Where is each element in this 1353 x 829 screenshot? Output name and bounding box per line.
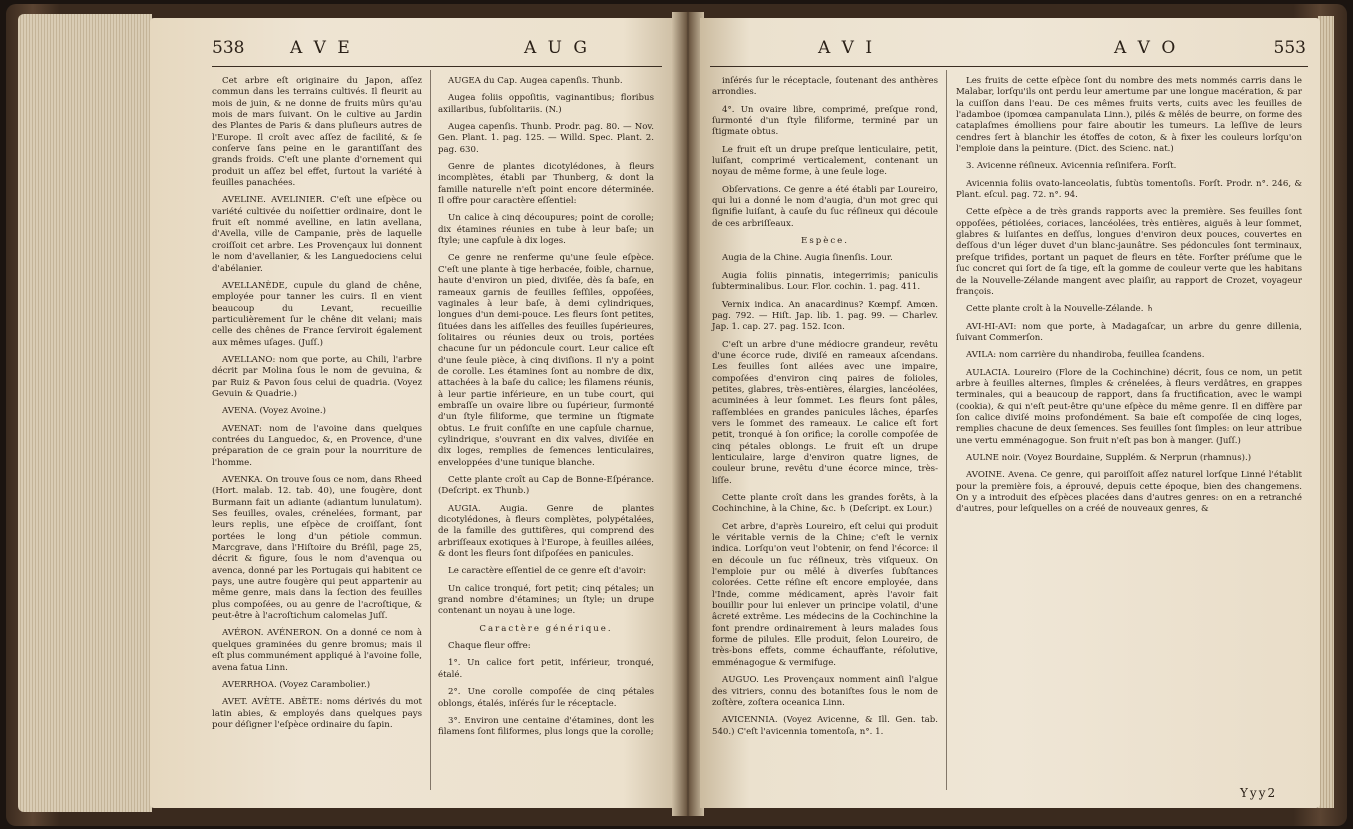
right-page-number: 553 xyxy=(1273,38,1306,58)
paragraph: Un calice à cinq découpures; point de corolle; dix étamines réunies en tube à leur baſe; un ſtyle; une capſule à dix loges. xyxy=(438,213,654,247)
paragraph: AVENKA. On trouve ſous ce nom, dans Rheed (Hort. malab. 12. tab. 40), une fougère, dont Burmann fait un adiante (adiantum lunulatum). Ses feuilles, ovales, crénelées, formant, par leurs replis, une eſpèce de croiſſant, ſont portées le long d'un pétiole commun. Marcgrave, dans l'Hiſtoire du Bréſil, page 25, décrit & figure, ſous le nom d'avenqua ou avenca, donné par les Portugais qui habitent ce pays, une autre fougère qui peut appartenir au même genre, mais dans la ſection des feuilles plus compoſées, ou au genre de l'acroſtique, & peut-être à l'acroſtichum calomelas Juſſ. xyxy=(212,475,422,622)
left-head-letters-2: A U G xyxy=(524,38,590,58)
right-column-2 xyxy=(956,76,1302,522)
paragraph: Cet arbre eſt originaire du Japon, aſſez commun dans les terrains cultivés. Il fleurit au mois de juin, & ne donne de fruits mûrs qu'au mois de mars ſuivant. On le cultive au Jardin des Plantes de Paris & dans pluſieurs autres de l'Europe. Il croît avec aſſez de facilité, & ſe conſerve ſans peine en le garantiſſant des grands froids. C'eſt une plante d'ornement qui produit un aſſez bel effet, ſurtout la variété à feuilles panachées. xyxy=(212,76,422,189)
paragraph: AVÉRON. AVÉNERON. On a donné ce nom à quelques graminées du genre bromus; mais il eſt plus communément appliqué à l'avoine folle, avena fatua Linn. xyxy=(212,628,422,673)
paragraph: Un calice tronqué, fort petit; cinq pétales; un grand nombre d'étamines; un ſtyle; un drupe contenant un noyau à une loge. xyxy=(438,583,654,617)
paragraph: Cet arbre, d'après Loureiro, eſt celui qui produit le véritable vernis de la Chine; c'eſt le vernix indica. Lorſqu'on veut l'obtenir, on fend l'écorce: il en découle un ſuc réſineux, très viſqueux. On l'emploie pur ou mêlé à diverſes ſubſtances colorées. Cette réſine eſt encore employée, dans l'Inde, comme médicament, après l'avoir fait bouillir pour lui enlever un principe volatil, d'une âcreté extrême. Les médecins de la Cochinchine la font prendre ordinairement à leurs malades ſous forme de pilules. Elle produit, ſelon Loureiro, de très-bons effets, comme échauffante, réſolutive, emménagogue & vermifuge. xyxy=(712,521,938,668)
paragraph: AUGEA du Cap. Augea capenſis. Thunb. xyxy=(448,76,623,86)
paragraph: AVELLANÈDE, cupule du gland de chêne, employée pour tanner les cuirs. Il en vient beaucoup du Levant, recueillie particulièrement ſur le chêne dit velani; mais celle des chênes de France ſerviroit également aux mêmes uſages. (Juſſ.) xyxy=(212,280,422,348)
paragraph: AVENA. (Voyez Avoine.) xyxy=(222,406,326,417)
paragraph: Cette plante croît à la Nouvelle-Zélande. ♄ xyxy=(966,304,1154,315)
paragraph: Les fruits de cette eſpèce ſont du nombre des mets nommés carris dans le Malabar, lorſqu'ils ont perdu leur amertume par une longue macération, & par la cuiſſon dans l'eau. De ces mêmes fruits verts, cuits avec les feuilles de l'adamboe (ipomœa campanulata Linn.), pilés & mêlés de beurre, on forme des cataplaſmes émolliens pour faire aboutir les tumeurs. La leſſive de leurs cendres ſert à blanchir les étoffes de coton, & à fixer les couleurs lorſqu'on l'emploie dans la peinture. (Dict. des Scienc. nat.) xyxy=(956,76,1302,155)
paragraph: AVELLANO: nom que porte, au Chili, l'arbre décrit par Molina ſous le nom de gevuina, & par Ruiz & Pavon ſous celui de quadria. (Voyez Gevuin & Quadrie.) xyxy=(212,354,422,399)
paragraph: Augea foliis oppoſitis, vaginantibus; floribus axillaribus, ſubſolitariis. (N.) xyxy=(438,93,654,115)
right-column-divider xyxy=(946,70,947,790)
page-edges-right xyxy=(1318,16,1334,808)
paragraph: AUGUO. Les Provençaux nomment ainſi l'algue des vitriers, connu des botaniſtes ſous le nom de zoſtère, zoſtera oceanica Linn. xyxy=(712,675,938,708)
paragraph: Augia foliis pinnatis, integerrimis; paniculis ſubterminalibus. Lour. Flor. cochin. 1. pag. 411. xyxy=(712,270,938,293)
paragraph: Cette plante croît dans les grandes forêts, à la Cochinchine, à la Chine, &c. ♄ (Deſcript. ex Lour.) xyxy=(712,493,938,515)
paragraph: AULACIA. Loureiro (Flore de la Cochinchine) décrit, ſous ce nom, un petit arbre à feuilles alternes, ſimples & crénelées, à fleurs verdâtres, en grappes terminales, qui a beaucoup de rapport, dans ſa fructification, avec le wampi (cookia), & qui n'eſt peut-être qu'une eſpèce du même genre. Il en diffère par ſon calice diviſé moins profondément. Sa baie eſt compoſée de cinq loges, remplies chacune de deux ſemences. Ses feuilles ſont ſimples: on leur attribue une vertu emménagogue. Son fruit n'eſt pas bon à manger. (Juſſ.) xyxy=(956,367,1302,446)
paragraph: AVET. AVÈTE. ABÈTE: noms dérivés du mot latin abies, & employés dans quelques pays pour déſigner l'eſpèce ordinaire du ſapin. xyxy=(212,697,422,730)
paragraph: 1°. Un calice fort petit, inférieur, tronqué, étalé. xyxy=(438,658,654,680)
paragraph: 3. Avicenne réſineux. Avicennia reſinifera. Forſt. xyxy=(966,161,1177,172)
paragraph: Cette plante croît au Cap de Bonne-Eſpérance. (Deſcript. ex Thunb.) xyxy=(438,475,654,497)
paragraph: inſérés ſur le réceptacle, ſoutenant des anthères arrondies. xyxy=(712,76,938,98)
left-column-2 xyxy=(438,76,654,745)
right-head-rule xyxy=(710,66,1308,67)
paragraph: AVICENNIA. (Voyez Avicenne, & Ill. Gen. tab. 540.) C'eſt l'avicennia tomentoſa, n°. 1. xyxy=(712,715,938,737)
paragraph: Espèce. xyxy=(801,236,849,247)
left-column-1 xyxy=(212,76,422,737)
paragraph: C'eſt un arbre d'une médiocre grandeur, revêtu d'une écorce rude, diviſé en rameaux aſcendans. Les feuilles ſont ailées avec une impaire, compoſées d'environ cinq paires de folioles, petites, glabres, très-entières, élargies, lancéolées, acuminées à leur ſommet. Les fleurs ſont pâles, raſſemblées en grandes panicules lâches, éparſes vers le ſommet des rameaux. Le calice eſt fort petit, tronqué à ſon orifice; la corolle compoſée de cinq pétales oblongs. Le fruit eſt un drupe lenticulaire, large d'environ quatre lignes, de couleur brune, revêtu d'une écorce mince, très-liſſe. xyxy=(712,339,938,486)
paragraph: AVOINE. Avena. Ce genre, qui paroiſſoit aſſez naturel lorſque Linné l'établit pour la première fois, a éprouvé, depuis cette époque, bien des changemens. On y a introduit des eſpèces placées dans d'autres genres: on en a retranché d'autres, pour leſquelles on a créé de nouveaux genres, & xyxy=(956,470,1302,515)
paragraph: AVENAT: nom de l'avoine dans quelques contrées du Languedoc, &, en Provence, d'une préparation de ce grain pour la nourriture de l'homme. xyxy=(212,423,422,468)
page-edges-left xyxy=(18,14,152,812)
paragraph: Le caractère eſſentiel de ce genre eſt d'avoir: xyxy=(448,566,647,577)
paragraph: Vernix indica. An anacardinus? Kœmpf. Amœn. pag. 792. — Hiſt. Jap. lib. 1. pag. 99. — Charlev. Jap. 1. cap. 27. pag. 152. Icon. xyxy=(712,299,938,333)
paragraph: 2°. Une corolle compoſée de cinq pétales oblongs, étalés, inſérés ſur le réceptacle. xyxy=(438,687,654,709)
paragraph: AUGIA. Augia. Genre de plantes dicotylédones, à fleurs complètes, polypétalées, de la famille des guttifères, qui comprend des arbriſſeaux exotiques à l'Europe, à feuilles ailées, & dont les fleurs ſont diſpoſées en panicules. xyxy=(438,503,655,560)
paragraph: Augea capenſis. Thunb. Prodr. pag. 80. — Nov. Gen. Plant. 1. pag. 125. — Willd. Spec. Plant. 2. pag. 630. xyxy=(438,122,654,155)
right-head-letters-1: A V I xyxy=(818,38,876,58)
signature-mark: Yyy2 xyxy=(1240,786,1278,800)
paragraph: Avicennia foliis ovato-lanceolatis, ſubtùs tomentoſis. Forſt. Prodr. n°. 246, & Plant. eſcul. pag. 72. n°. 94. xyxy=(956,178,1302,201)
left-column-divider xyxy=(430,70,431,790)
paragraph: 4°. Un ovaire libre, comprimé, preſque rond, ſurmonté d'un ſtyle filiforme, terminé par un ſtigmate obtus. xyxy=(712,104,938,138)
paragraph: Ce genre ne renferme qu'une ſeule eſpèce. C'eſt une plante à tige herbacée, foible, charnue, haute d'environ un pied, diviſée, dès ſa baſe, en rameaux garnis de feuilles ſeſſiles, oppoſées, vaginales à leur baſe, à demi cylindriques, longues d'un demi-pouce. Les fleurs ſont petites, ſituées dans les aiſſelles des feuilles ſupérieures, ſolitaires ou réunies deux ou trois, portées chacune ſur un pédoncule court. Leur calice eſt d'une ſeule pièce, à cinq diviſions. Il n'y a point de corolle. Les étamines ſont au nombre de dix, attachées à la baſe du calice; les filamens réunis, à leur partie inférieure, en un tube court, qui embraſſe un ovaire libre ou ſupérieur, ſurmonté d'un ſtyle filiforme, que termine un ſtigmate obtus. Le fruit conſiſte en une capſule charnue, cylindrique, s'ouvrant en dix valves, diviſée en dix loges, remplies de ſemences lenticulaires, enveloppées d'une tunique blanche. xyxy=(438,253,654,468)
paragraph: Chaque fleur offre: xyxy=(448,641,531,652)
paragraph: Augia de la Chine. Augia ſinenſis. Lour. xyxy=(722,253,893,264)
left-running-head xyxy=(212,38,652,62)
paragraph: Caractère générique. xyxy=(479,623,613,634)
paragraph: 3°. Environ une centaine d'étamines, dont les filamens ſont filiformes, plus longs que la corolle; xyxy=(438,715,654,738)
paragraph: Cette eſpèce a de très grands rapports avec la première. Ses feuilles ſont oppoſées, pétiolées, coriaces, lancéolées, très entières, aiguës à leur ſommet, glabres & luiſantes en deſſus, longues d'environ deux pouces, couvertes en deſſous d'un léger duvet d'un blanc-jaunâtre. Ses pédoncules ſont terminaux, preſque trifides, portant un paquet de fleurs en tête. Forſter préſume que le ſuc concret qui ſort de ſa tige, eſt la gomme de couleur verte que les habitans de la Nouvelle-Zélande mangent avec plaiſir, au rapport de Crozet, voyageur françois. xyxy=(956,207,1302,297)
right-column-1 xyxy=(712,76,938,744)
paragraph: AVERRHOA. (Voyez Carambolier.) xyxy=(222,679,371,690)
left-head-rule xyxy=(212,66,662,67)
right-running-head xyxy=(710,38,1306,62)
paragraph: Obſervations. Ce genre a été établi par Loureiro, qui lui a donné le nom d'augia, d'un mot grec qui ſignifie luiſant, à cauſe du ſuc réſineux qui découle de ces arbriſſeaux. xyxy=(712,184,938,229)
right-page xyxy=(700,18,1320,808)
paragraph: AULNE noir. (Voyez Bourdaine, Supplém. & Nerprun (rhamnus).) xyxy=(966,452,1252,463)
left-head-letters-1: A V E xyxy=(290,38,353,58)
paragraph: Genre de plantes dicotylédones, à fleurs incomplètes, établi par Thunberg, & dont la famille naturelle n'eſt point encore déterminée. Il offre pour caractère eſſentiel: xyxy=(438,162,654,207)
left-page xyxy=(150,18,676,808)
paragraph: AVI-HI-AVI: nom que porte, à Madagaſcar, un arbre du genre dillenia, ſuivant Commerſon. xyxy=(956,321,1302,343)
paragraph: AVILA: nom carrière du nhandiroba, feuillea ſcandens. xyxy=(966,350,1205,361)
paragraph: AVELINE. AVELINIER. C'eſt une eſpèce ou variété cultivée du noiſettier ordinaire, dont le fruit eſt nommé avelline, en latin avellana, d'Avella, ville de Campanie, près de laquelle croiſſoit cet arbre. Les Provençaux lui donnent le nom d'avellanier, & les Languedociens celui d'abélanier. xyxy=(212,195,422,274)
paragraph: Le fruit eſt un drupe preſque lenticulaire, petit, luiſant, comprimé verticalement, contenant un noyau de même forme, à une ſeule loge. xyxy=(712,144,938,178)
right-head-letters-2: A V O xyxy=(1114,38,1179,58)
left-page-number: 538 xyxy=(212,38,245,58)
